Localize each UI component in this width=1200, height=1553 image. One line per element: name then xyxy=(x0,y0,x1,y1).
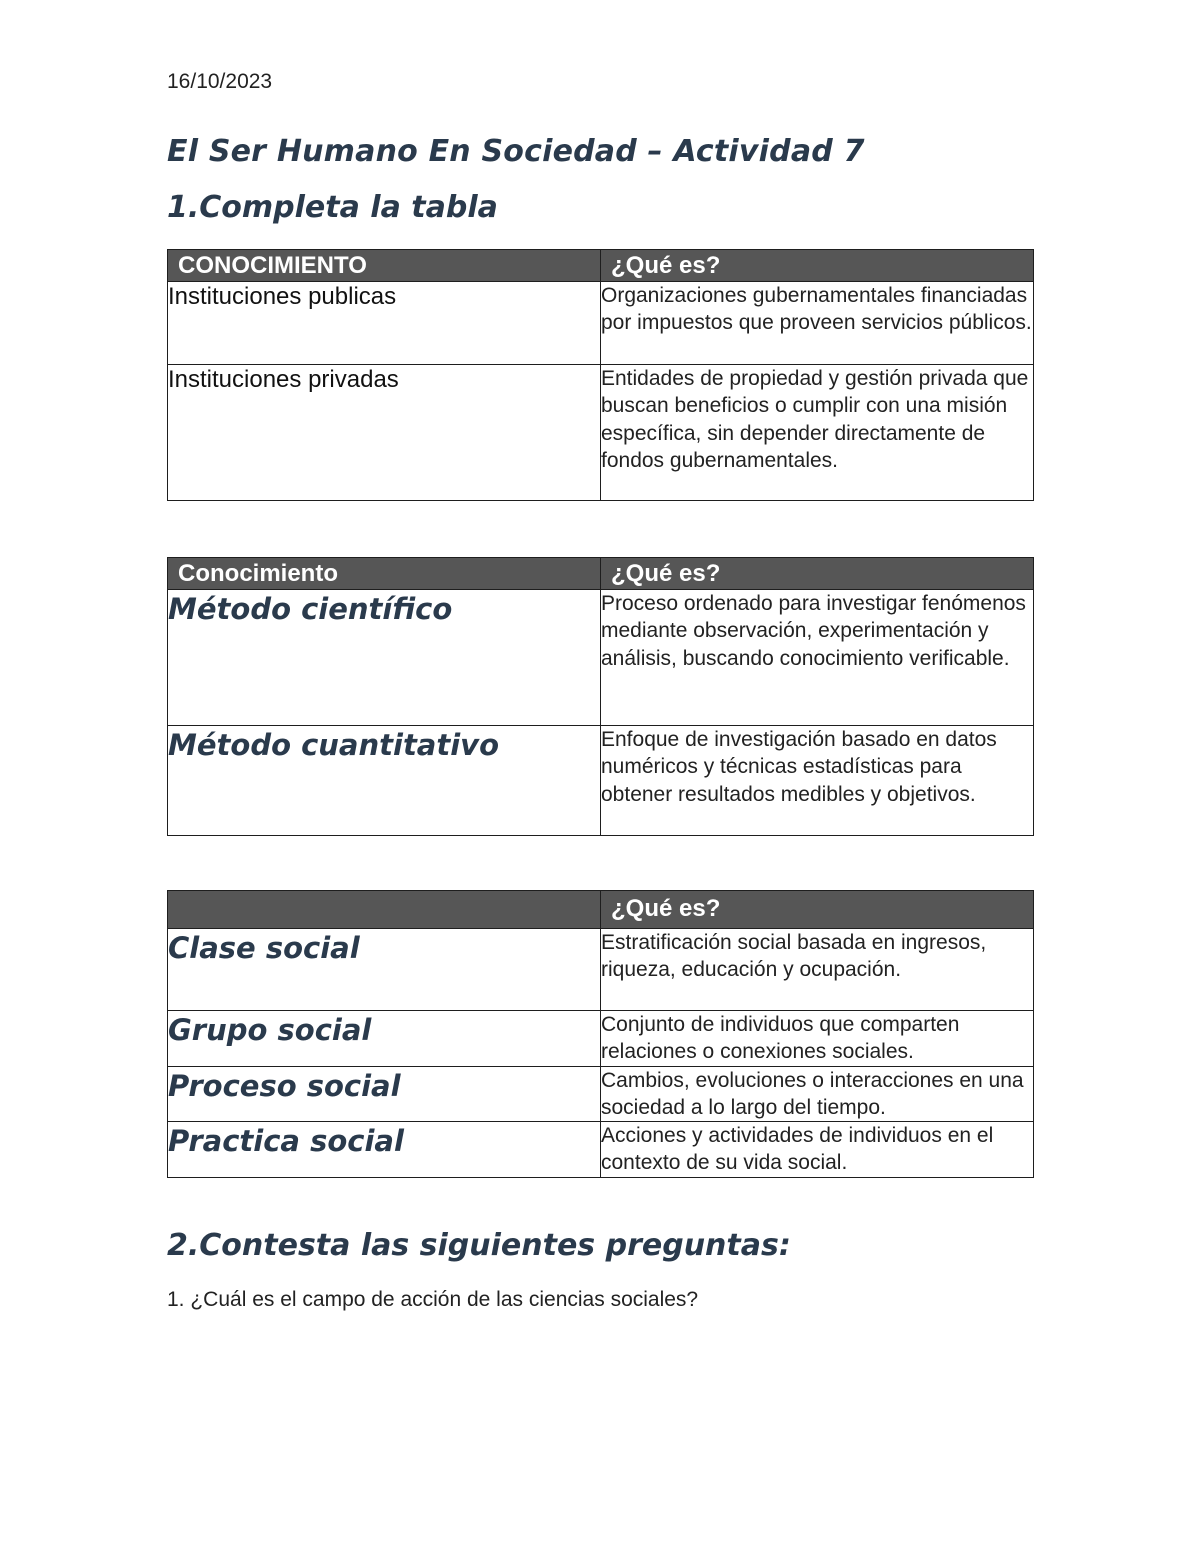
table-row xyxy=(168,726,1034,836)
definition-cell: Organizaciones gubernamentales financiadas por impuestos que proveen servicios públicos. xyxy=(601,282,1034,365)
section-1-title: 1.Completa la tabla xyxy=(167,190,498,225)
definition-cell: Conjunto de individuos que comparten relaciones o conexiones sociales. xyxy=(601,1011,1034,1067)
definition-cell: Entidades de propiedad y gestión privada que buscan beneficios o cumplir con una misión específica, sin depender directamente de fondos gubernamentales. xyxy=(601,365,1034,501)
term-cell: Instituciones privadas xyxy=(168,365,601,501)
table-row xyxy=(168,1066,1034,1122)
term-cell: Método científico xyxy=(168,590,601,726)
term-cell: Practica social xyxy=(168,1122,601,1178)
table-row xyxy=(168,590,1034,726)
table-row xyxy=(168,1122,1034,1178)
header-que-es: ¿Qué es? xyxy=(601,891,1034,929)
header-que-es: ¿Qué es? xyxy=(601,250,1034,282)
header-conocimiento: CONOCIMIENTO xyxy=(168,250,601,282)
definition-cell: Enfoque de investigación basado en datos numéricos y técnicas estadísticas para obtener resultados medibles y objetivos. xyxy=(601,726,1034,836)
header-conocimiento: Conocimiento xyxy=(168,558,601,590)
definition-cell: Cambios, evoluciones o interacciones en una sociedad a lo largo del tiempo. xyxy=(601,1066,1034,1122)
question-1: 1. ¿Cuál es el campo de acción de las ciencias sociales? xyxy=(167,1288,699,1311)
table-row xyxy=(168,1011,1034,1067)
term-cell: Clase social xyxy=(168,929,601,1011)
document-title: El Ser Humano En Sociedad – Actividad 7 xyxy=(167,134,865,169)
table-instituciones xyxy=(167,249,1034,501)
table-row xyxy=(168,282,1034,365)
table-metodos xyxy=(167,557,1034,836)
section-2-title: 2.Contesta las siguientes preguntas: xyxy=(167,1228,791,1263)
term-cell: Instituciones publicas xyxy=(168,282,601,365)
document-date: 16/10/2023 xyxy=(167,70,273,93)
header-empty xyxy=(168,891,601,929)
table-header-row xyxy=(168,558,1034,590)
term-cell: Proceso social xyxy=(168,1066,601,1122)
definition-cell: Estratificación social basada en ingresos, riqueza, educación y ocupación. xyxy=(601,929,1034,1011)
table-row xyxy=(168,929,1034,1011)
definition-cell: Acciones y actividades de individuos en el contexto de su vida social. xyxy=(601,1122,1034,1178)
table-header-row xyxy=(168,891,1034,929)
table-social xyxy=(167,890,1034,1178)
table-header-row xyxy=(168,250,1034,282)
term-cell: Grupo social xyxy=(168,1011,601,1067)
term-cell: Método cuantitativo xyxy=(168,726,601,836)
header-que-es: ¿Qué es? xyxy=(601,558,1034,590)
table-row xyxy=(168,365,1034,501)
definition-cell: Proceso ordenado para investigar fenómenos mediante observación, experimentación y análisis, buscando conocimiento verificable. xyxy=(601,590,1034,726)
